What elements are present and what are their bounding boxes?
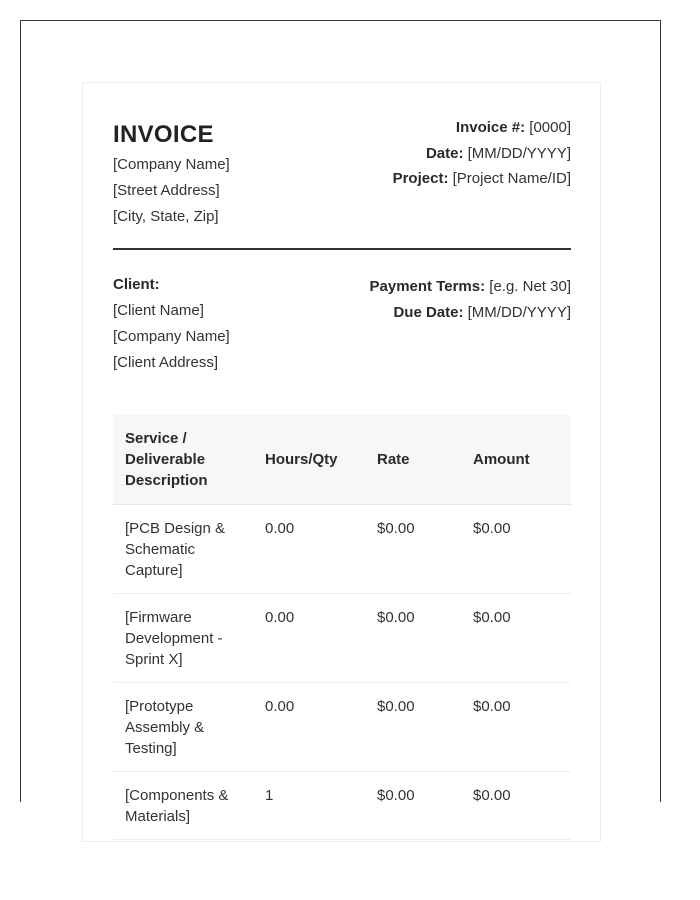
company-street: [Street Address] (113, 182, 220, 199)
payment-terms-value: [e.g. Net 30] (489, 278, 571, 295)
invoice-title: INVOICE (113, 121, 214, 148)
client-heading: Client: (113, 276, 160, 293)
company-name: [Company Name] (113, 156, 230, 173)
invoice-meta (393, 115, 571, 192)
client-address: [Client Address] (113, 354, 219, 371)
table-row (113, 683, 571, 772)
header-rate: Rate (365, 415, 461, 505)
payment-terms (370, 274, 572, 300)
header-divider (113, 248, 571, 250)
table-body (113, 505, 571, 840)
row-rate: $0.00 (365, 772, 461, 840)
invoice-project-value: [Project Name/ID] (452, 170, 571, 187)
table-header-row (113, 415, 571, 505)
invoice-project-label: Project: (392, 170, 449, 187)
row-hours: 0.00 (253, 594, 365, 683)
row-hours: 0.00 (253, 683, 365, 772)
company-city: [City, State, Zip] (113, 208, 219, 225)
row-rate: $0.00 (365, 683, 461, 772)
table-row (113, 594, 571, 683)
client-name: [Client Name] (113, 302, 204, 319)
row-amount: $0.00 (461, 683, 571, 772)
invoice-date (393, 141, 571, 167)
row-description: [Components & Materials] (113, 772, 253, 840)
row-rate: $0.00 (365, 505, 461, 594)
due-date-value: [MM/DD/YYYY] (467, 303, 571, 321)
row-description: [Prototype Assembly & Testing] (113, 683, 253, 772)
row-description: [PCB Design & Schematic Capture] (113, 505, 253, 594)
header-description: Service / Deliverable Description (113, 415, 253, 505)
page-frame (20, 20, 661, 825)
client-section (113, 272, 571, 376)
table-header (113, 415, 571, 505)
row-hours: 1 (253, 772, 365, 840)
invoice-number-label: Invoice #: (455, 119, 526, 136)
table-row (113, 505, 571, 594)
invoice-project (393, 166, 571, 192)
due-date-label: Due Date: (393, 303, 464, 321)
company-block (113, 113, 230, 230)
invoice-date-value: [MM/DD/YYYY] (467, 144, 571, 162)
row-hours: 0.00 (253, 505, 365, 594)
terms-block (370, 274, 572, 325)
payment-terms-label: Payment Terms: (369, 278, 486, 295)
invoice-content (113, 113, 571, 840)
line-items-table (113, 415, 571, 840)
invoice-card (82, 82, 601, 842)
row-amount: $0.00 (461, 505, 571, 594)
client-block (113, 272, 230, 376)
invoice-number-value: [0000] (529, 119, 571, 136)
row-description: [Firmware Development - Sprint X] (113, 594, 253, 683)
invoice-number (393, 115, 571, 141)
header-hours: Hours/Qty (253, 415, 365, 505)
table-row (113, 772, 571, 840)
row-rate: $0.00 (365, 594, 461, 683)
header-amount: Amount (461, 415, 571, 505)
invoice-date-label: Date: (425, 144, 464, 162)
due-date (370, 300, 572, 326)
row-amount: $0.00 (461, 594, 571, 683)
client-company: [Company Name] (113, 328, 230, 345)
invoice-header (113, 113, 571, 230)
row-amount: $0.00 (461, 772, 571, 840)
